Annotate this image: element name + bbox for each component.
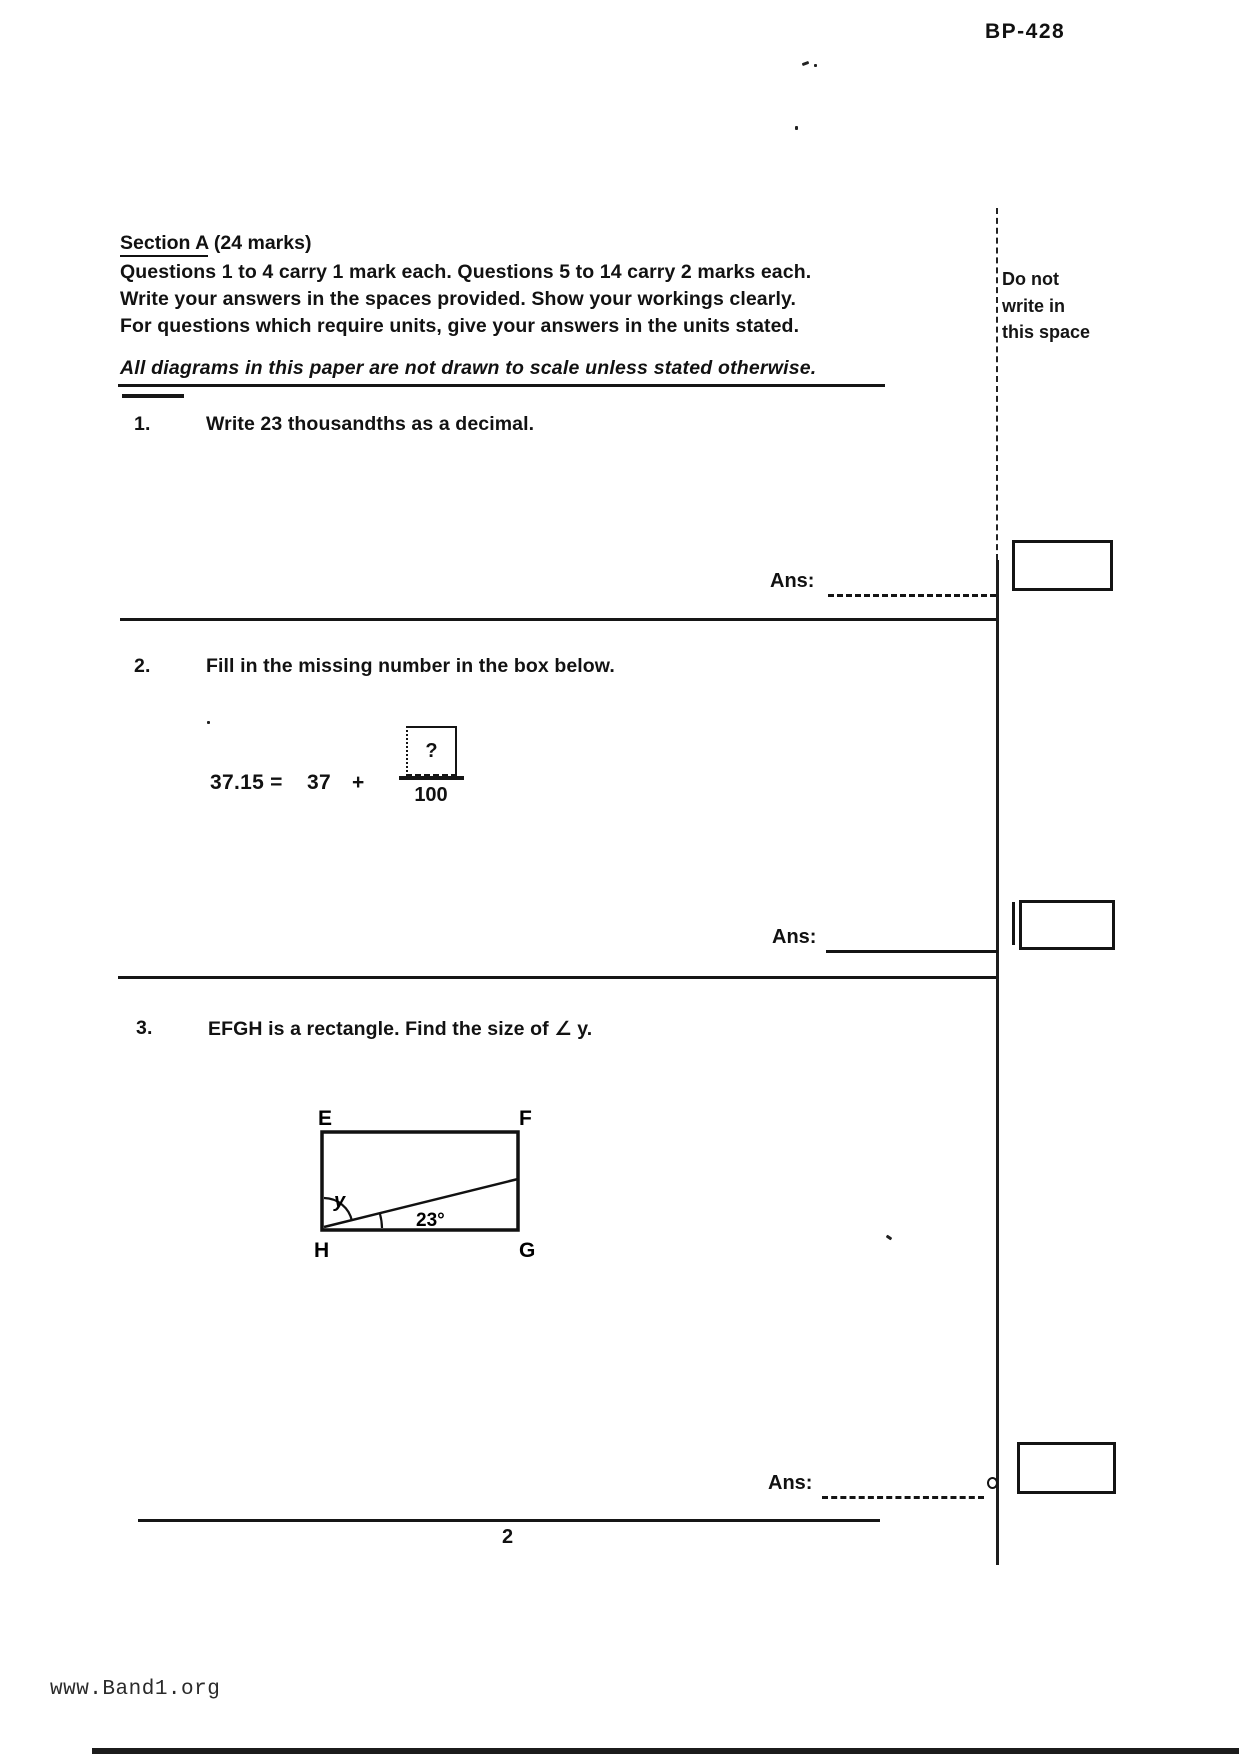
scale-notice-rule [118, 384, 885, 387]
margin-note-line: this space [1002, 322, 1091, 342]
scan-degree-mark [987, 1477, 998, 1489]
question-2-text: Fill in the missing number in the box below. [206, 655, 615, 677]
margin-rule-solid [996, 560, 999, 1565]
scan-speck [795, 126, 798, 130]
question-3-separator [138, 1519, 880, 1522]
paper-code: BP-428 [985, 20, 1066, 43]
question-2-marker-box [1019, 900, 1115, 950]
question-2-answer-line [826, 926, 998, 953]
instruction-line-2: Write your answers in the spaces provided. Show your workings clearly. [120, 288, 796, 310]
missing-number-placeholder: ? [425, 739, 438, 762]
corner-label-g: G [519, 1239, 536, 1262]
rectangle-diagram [298, 1085, 558, 1270]
instruction-line-3: For questions which require units, give your answers in the units stated. [120, 315, 800, 337]
scan-speck [207, 721, 210, 724]
margin-note [1002, 266, 1090, 346]
question-3-marker-box [1017, 1442, 1116, 1494]
margin-note-line: write in [1002, 295, 1066, 316]
scan-speck [814, 64, 817, 67]
question-1-separator [120, 618, 996, 621]
question-1-text: Write 23 thousandths as a decimal. [206, 413, 535, 435]
scan-edge-artifact [92, 1748, 1239, 1754]
question-2-number: 2. [134, 655, 151, 677]
margin-note-line: Do not [1002, 269, 1059, 289]
scan-line-fragment [122, 394, 184, 398]
question-3-text: EFGH is a rectangle. Find the size of ∠ y. [208, 1018, 593, 1040]
angle-y-label: y [334, 1190, 346, 1212]
plus-sign: + [352, 771, 365, 794]
margin-rule-dashed [996, 208, 998, 560]
question-3-answer-label: Ans: [768, 1472, 813, 1494]
corner-label-h: H [314, 1239, 330, 1262]
question-2-separator [118, 976, 996, 979]
scan-tick [1012, 902, 1015, 945]
question-1-answer-line [828, 570, 996, 597]
scale-notice: All diagrams in this paper are not drawn to scale unless stated otherwise. [120, 357, 817, 379]
corner-label-f: F [519, 1107, 532, 1130]
footer-url: www.Band1.org [50, 1678, 221, 1701]
section-heading-title: Section A [120, 232, 208, 257]
equation-whole-number: 37 [307, 771, 331, 794]
question-3-answer-line [822, 1472, 984, 1499]
corner-label-e: E [318, 1107, 333, 1130]
page-number: 2 [502, 1526, 514, 1548]
missing-number-box [406, 726, 457, 776]
question-2-answer-label: Ans: [772, 926, 817, 948]
scan-speck [802, 61, 810, 66]
fraction-denominator: 100 [414, 784, 448, 806]
question-3-number: 3. [136, 1017, 153, 1039]
question-1-number: 1. [134, 413, 151, 435]
question-1-answer-label: Ans: [770, 570, 815, 592]
section-heading [120, 232, 311, 255]
section-heading-marks: (24 marks) [208, 232, 312, 254]
instruction-line-1: Questions 1 to 4 carry 1 mark each. Questions 5 to 14 carry 2 marks each. [120, 261, 812, 283]
angle-23-label: 23° [416, 1210, 445, 1231]
fraction-bar [399, 776, 464, 780]
angle-23-arc [380, 1214, 382, 1228]
question-1-marker-box [1012, 540, 1113, 591]
equation-lhs: 37.15 = [210, 771, 283, 794]
scan-speck [886, 1235, 893, 1241]
